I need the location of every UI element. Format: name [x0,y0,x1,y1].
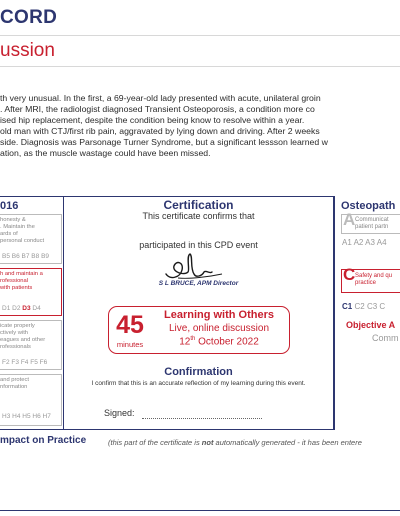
code-d2: D2 [12,305,21,312]
impact-heading: mpact on Practice [0,435,87,446]
theme-c-codes [342,302,385,311]
event-day-suffix: th [190,336,196,342]
impact-note [108,438,362,447]
code-b7: B7 [21,253,30,260]
column-divider [63,196,64,430]
code-b9: B9 [41,253,50,260]
code-h7: H7 [42,413,51,420]
code-f6: F6 [39,359,48,366]
code-h5: H5 [22,413,31,420]
impact-note-pre: (this part of the certificate is [108,438,202,447]
standard-box-c [341,265,400,293]
standard-text: and protect [0,377,30,383]
standard-box-f [0,320,62,370]
code-c4: C [379,302,386,311]
code-c3: C3 [366,302,378,311]
signer-name: S L BRUCE, APM Director [158,280,239,287]
code-a2: A2 [353,238,364,247]
standard-box-h [0,374,62,426]
signed-label: Signed: [104,408,135,418]
code-b6: B6 [11,253,20,260]
bottom-divider [0,510,400,511]
case-line: side. Diagnosis was Parsonage Turner Syndrome, but a significant lessson learned w [0,137,328,147]
participation-text: participated in this CPD event [139,240,258,250]
event-title: Learning with Others [163,309,274,321]
standard-text: nformation [0,384,28,390]
code-h3: H3 [2,413,11,420]
standard-text: icate properly [0,323,35,329]
standard-text: rofessionals [0,344,31,350]
subtitle-divider [0,66,400,67]
code-d3-selected: D3 [22,305,31,312]
standard-codes [2,253,49,260]
standard-text: h and maintain a [0,271,43,277]
code-f5: F5 [30,359,38,366]
case-line: th very unusual. In the first, a 69-year-old lady presented with acute, unilateral groin [0,93,321,103]
case-line: ation, as the muscle wastage could have been missed. [0,148,211,158]
event-day: 12 [179,336,191,348]
confirmation-text: I confirm that this is an accurate reflection of my learning during this event. [91,380,306,387]
event-month-year: October 2022 [198,336,259,348]
code-a1: A1 [342,238,352,247]
standard-text: ards of [0,231,18,237]
theme-text: Safety and qu [355,273,393,279]
code-f4: F4 [20,359,29,366]
signature-field[interactable] [142,408,262,419]
standard-text: eagues and other [0,337,46,343]
standard-codes [2,305,41,312]
code-h6: H6 [32,413,41,420]
theme-a-codes [342,238,387,247]
standard-box-d [0,268,62,316]
case-description [0,93,400,159]
case-line: . After MRI, the radiologist diagnosed Transient Osteoporosis, a condition more co [0,104,315,114]
certification-subtitle: This certificate confirms that [142,211,255,221]
certification-heading: Certification [163,198,234,212]
objective-label: Objective A [346,320,396,330]
theme-text: patient partn [355,224,389,230]
impact-note-post: automatically generated - it has been entere [213,438,362,447]
code-f3: F3 [11,359,19,366]
code-a4: A4 [376,238,387,247]
header-divider [0,35,400,36]
standard-text: ctively with [0,330,29,336]
event-format: Live, online discussion [168,323,270,334]
page-subtitle: ussion [0,40,55,61]
duration-value: 45 [116,311,144,339]
code-h4: H4 [12,413,21,420]
theme-text: Communicat [355,217,389,223]
standard-box-a [341,210,400,234]
standard-text: personal conduct [0,238,45,244]
standard-text: . Maintain the [0,224,35,230]
theme-c-text [355,273,392,287]
duration-unit: minutes [116,340,144,349]
code-a3: A3 [365,238,375,247]
case-line: old man with CTJ/first rib pain, aggravated by lying down and driving. After 2 weeks [0,126,320,136]
code-c2: C2 [354,302,365,311]
code-d1: D1 [2,305,11,312]
standards-year: 016 [0,200,19,212]
standard-box-b [0,214,62,264]
page-title: CORD [0,7,58,28]
standard-text: with patients [0,285,33,291]
code-f2: F2 [2,359,10,366]
event-date [152,336,286,347]
standard-codes [2,359,47,366]
osteopathic-standards-heading: Osteopath [341,200,396,212]
code-d4: D4 [32,305,41,312]
standard-text: rofessional [0,278,29,284]
case-line: ised hip replacement, despite the condition being know to resolve within a year. [0,115,305,125]
code-b8: B8 [31,253,40,260]
code-b5: B5 [2,253,10,260]
standard-text: honesty & [0,217,26,223]
theme-letter-a: A [343,210,356,229]
theme-letter-c: C [343,265,356,284]
impact-note-bold: not [201,438,214,447]
objective-value: Comm [372,333,399,343]
confirmation-heading: Confirmation [164,366,233,378]
code-c1-selected: C1 [342,302,353,311]
standard-codes [2,413,51,420]
theme-a-text [355,217,389,231]
theme-text: practice [355,280,377,286]
